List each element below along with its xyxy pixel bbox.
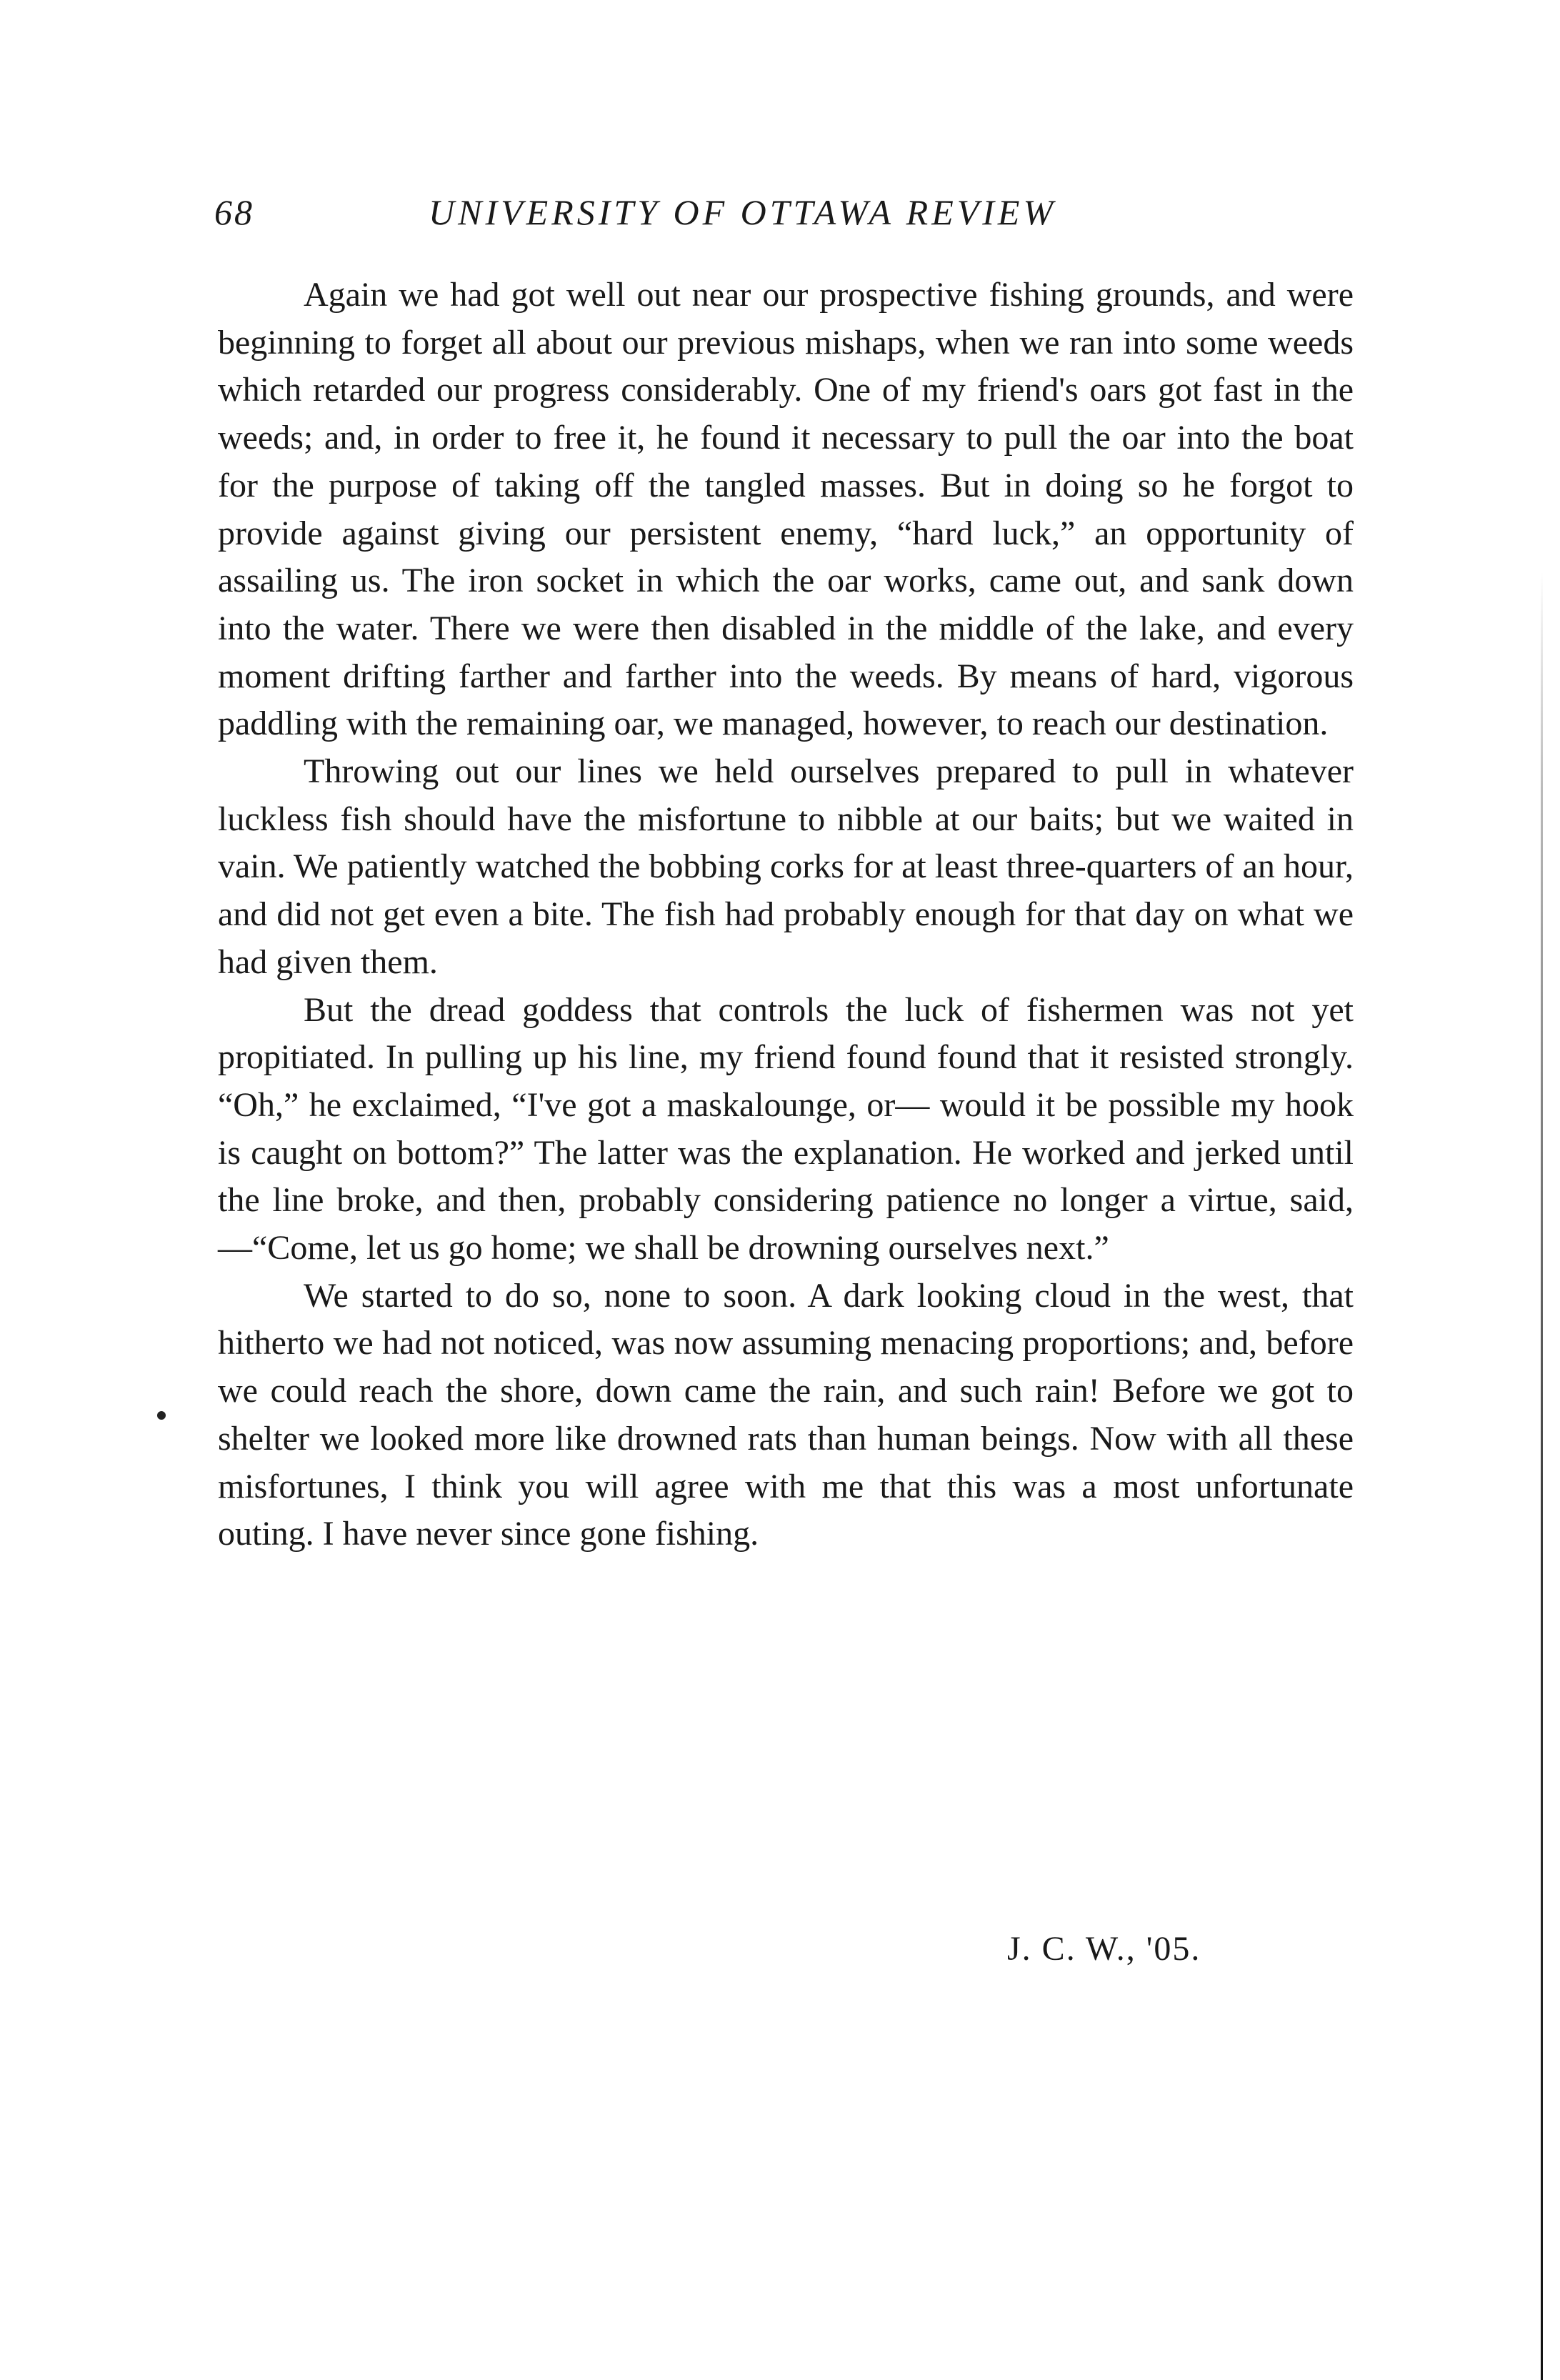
journal-title: UNIVERSITY OF OTTAWA REVIEW [429,192,1057,232]
author-signature: J. C. W., '05. [1007,1930,1201,1968]
running-head [214,191,1357,242]
paragraph-rain: We started to do so, none to soon. A dark looking cloud in the west, that hitherto we had not noticed, was now assuming menacing proportions; and, before we could reach the shore, down came the rain, and such rain! Before we got to shelter we looked more like drowned rats than human beings. Now with all these misfortunes, I think you will agree with me that this was a most unfortunate outing. I have never since gone fishing. [218,1276,1354,1553]
margin-ink-mark [157,1411,166,1420]
paragraph-waiting: Throwing out our lines we held ourselves prepared to pull in whatever luckless fish should have the misfortune to nibble at our baits; but we waited in vain. We patiently watched the bobbing corks for at least three-quarters of an hour, and did not get even a bite. The fish had probably enough for that day on what we had given them. [218,752,1354,981]
article-body [218,272,1354,1558]
page-edge-shadow [1541,572,1543,2380]
paragraph-line-broke: But the dread goddess that controls the luck of fishermen was not yet propitiated. In pulling up his line, my friend found found that it resisted strongly. “Oh,” he exclaimed, “I've got a maskalounge, or— would it be possible my hook is caught on bottom?” The latter was the explanation. He worked and jerked until the line broke, and then, probably considering patience no longer a virtue, said,—“Come, let us go home; we shall be drowning ourselves next.” [218,990,1354,1268]
page-number: 68 [214,192,254,232]
paragraph-weeds: Again we had got well out near our prospective fishing grounds, and were beginning to forget all about our previous mishaps, when we ran into some weeds which retarded our progress considerably. One of my friend's oars got fast in the weeds; and, in order to free it, he found it necessary to pull the oar into the boat for the purpose of taking off the tangled masses. But in doing so he forgot to provide against giving our persistent enemy, “hard luck,” an opportunity of assailing us. The iron socket in which the oar works, came out, and sank down into the water. There we were then disabled in the middle of the lake, and every moment drifting farther and farther into the weeds. By means of hard, vigorous paddling with the remaining oar, we managed, however, to reach our destination. [218,276,1354,743]
